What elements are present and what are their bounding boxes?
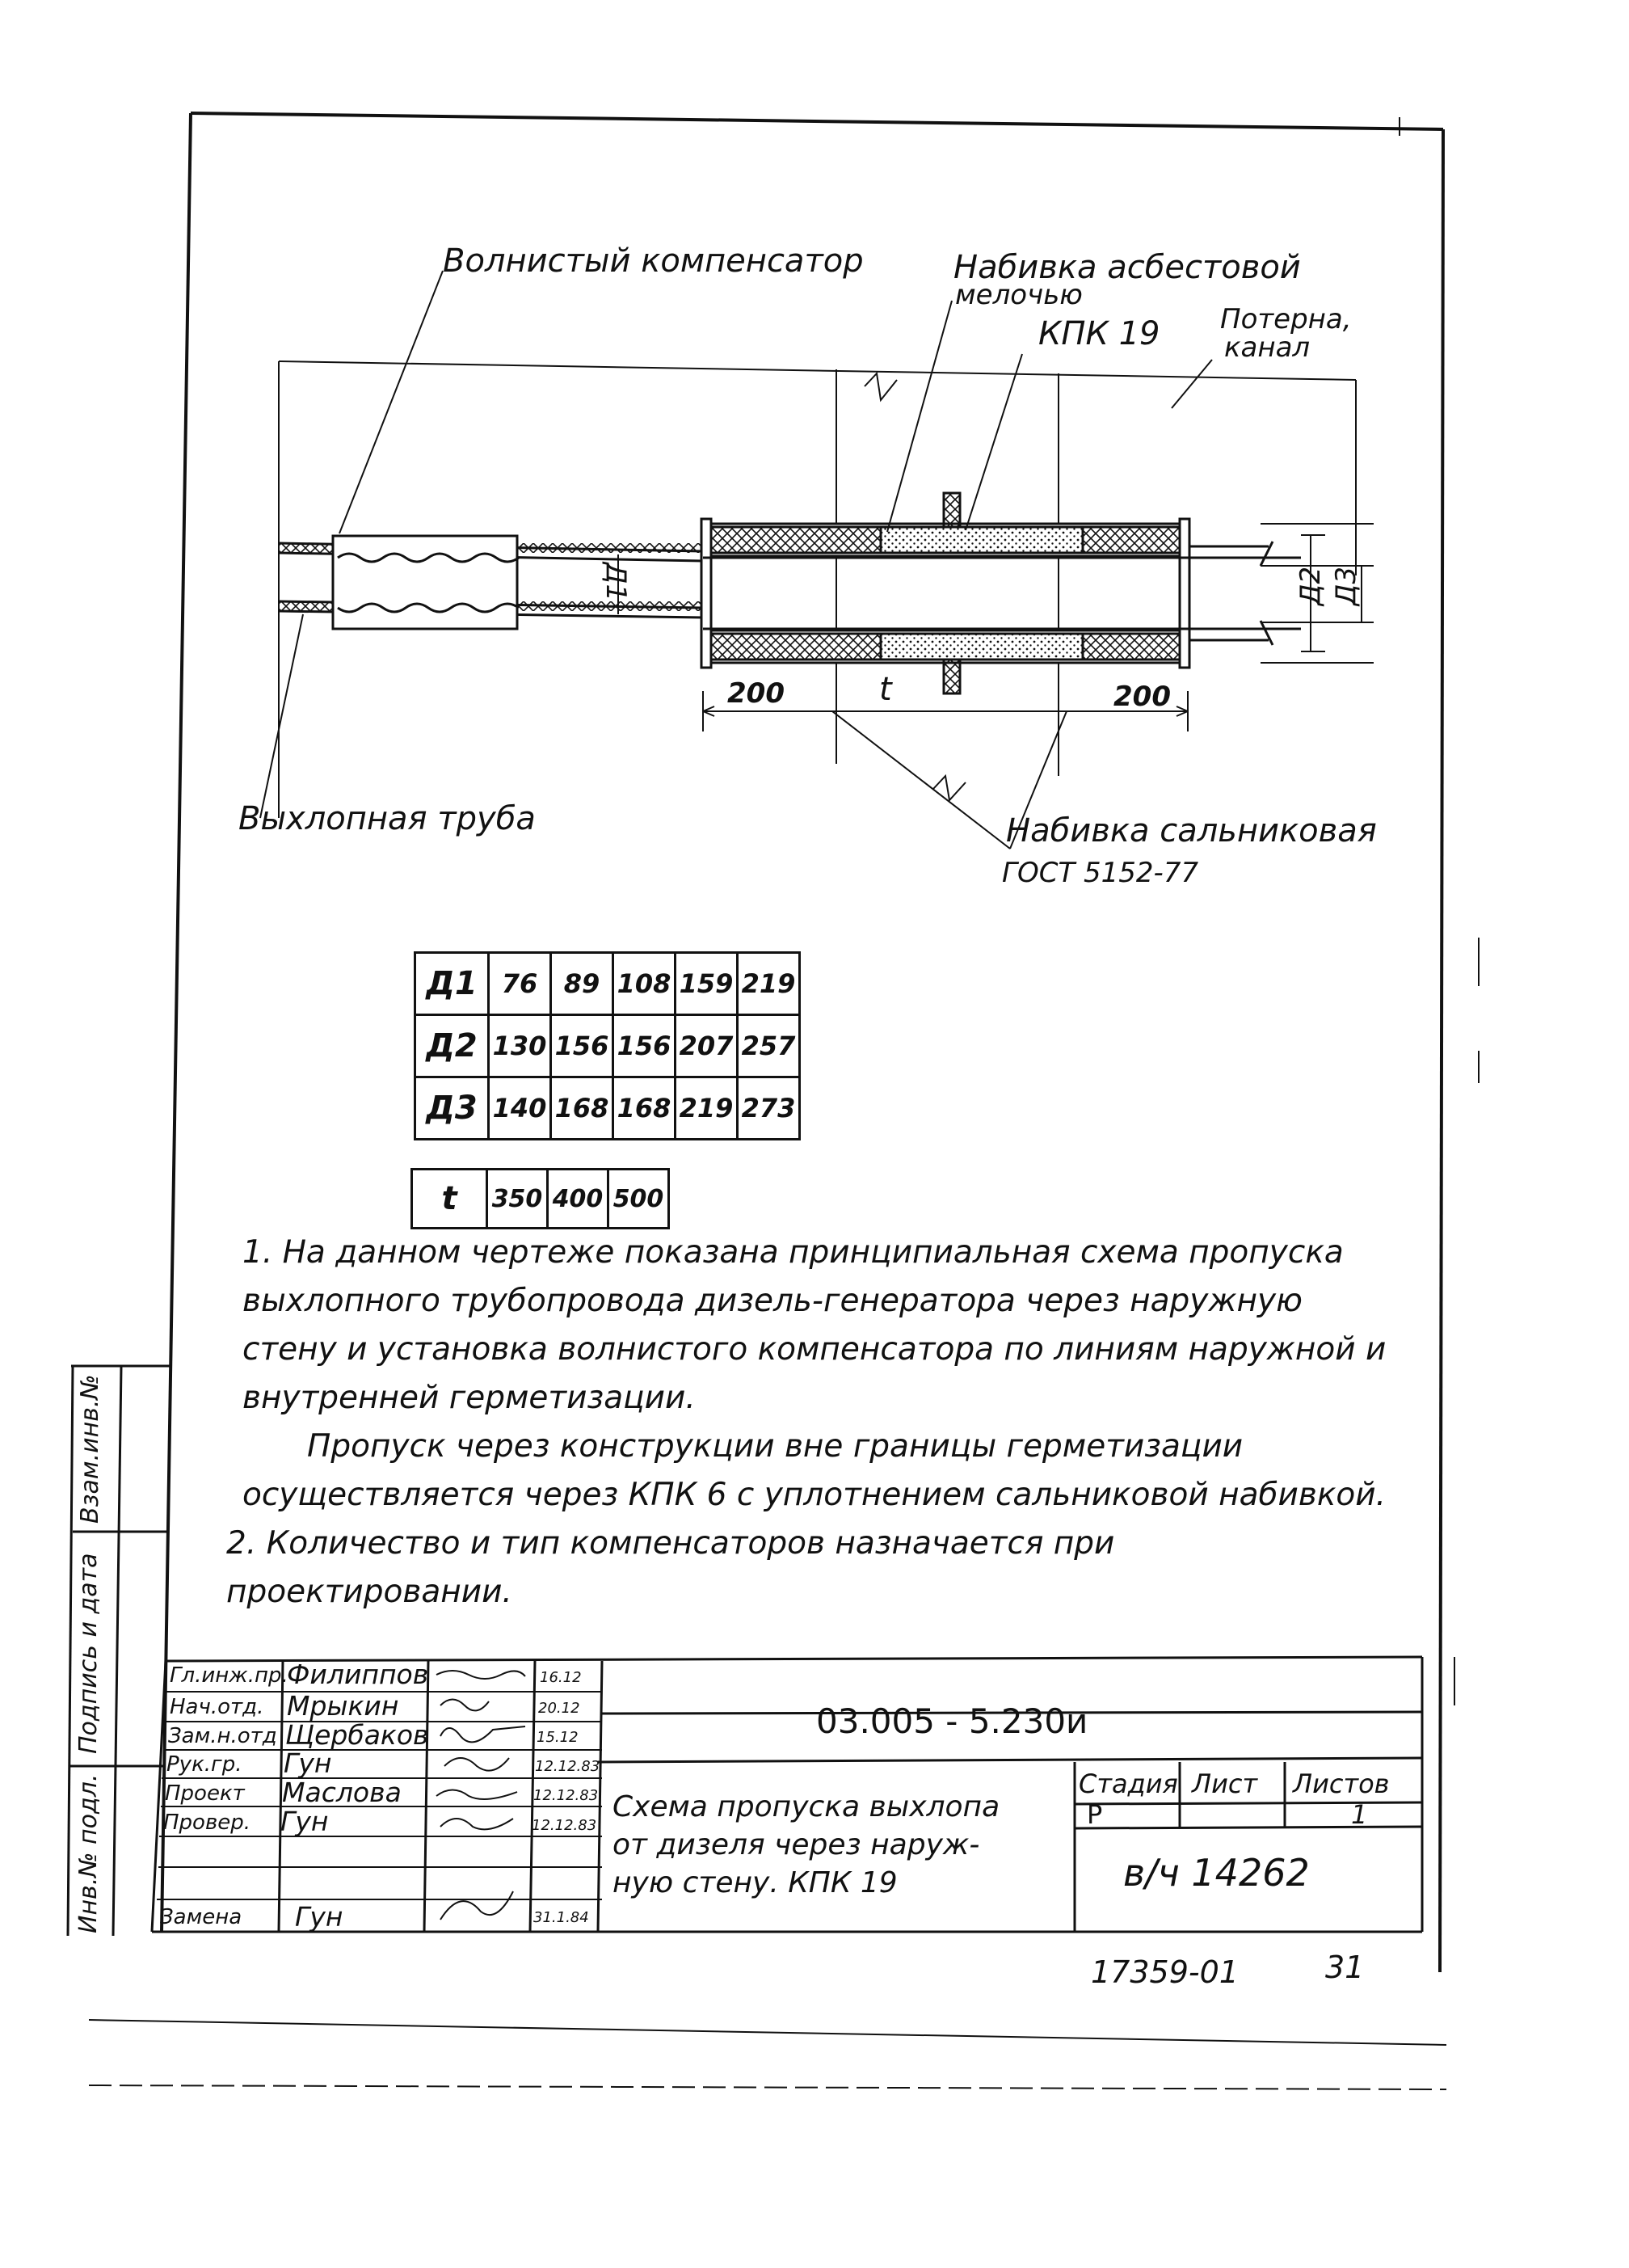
label-asbestos-packing-2: мелочью [955, 279, 1083, 311]
table-cell: 130 [489, 1015, 551, 1077]
sig-name: Гун [280, 1806, 329, 1837]
label-tunnel-2: канал [1224, 331, 1311, 364]
sig-date: 15.12 [537, 1729, 579, 1746]
label-dim-t: t [879, 671, 892, 708]
table-cell: 219 [676, 1077, 738, 1140]
sig-date: 31.1.84 [533, 1909, 589, 1926]
sig-date: 16.12 [540, 1669, 582, 1686]
table-cell: 140 [489, 1077, 551, 1140]
table-row [415, 953, 800, 1015]
table-cell: 168 [551, 1077, 613, 1140]
table-cell: 89 [551, 953, 613, 1015]
sig-name: Гун [284, 1747, 332, 1779]
note-1: 1. На данном чертеже показана принципиальная схема пропуска выхлопного трубопровода дизель-генератора через наружную стену и установка волнистого компенсатора по линиям наружной и внутренней герметизации. [242, 1234, 1387, 1416]
stage-value: Р [1087, 1799, 1103, 1830]
table-row [412, 1170, 669, 1229]
diameter-table [414, 951, 801, 1140]
sig-role: Проект [165, 1781, 245, 1806]
table-row [415, 1015, 800, 1077]
sheets-value: 1 [1351, 1799, 1368, 1830]
document-code: 03.005 - 5.230и [816, 1701, 1088, 1741]
sig-role: Рук.гр. [166, 1752, 242, 1777]
row-header: Д3 [415, 1077, 489, 1140]
stage-header: Стадия [1079, 1768, 1178, 1799]
table-cell: 108 [613, 953, 676, 1015]
sig-date: 20.12 [538, 1700, 580, 1717]
sig-name: Мрыкин [287, 1690, 399, 1722]
sig-name: Щербаков [285, 1719, 429, 1751]
page-number: 31 [1325, 1950, 1365, 1985]
row-header: t [412, 1170, 487, 1229]
label-d2: Д2 [1294, 566, 1328, 606]
side-stamp-replaces-inv: Взам.инв.№ [76, 1374, 104, 1524]
sig-role: Гл.инж.пр. [170, 1663, 288, 1688]
label-kpk19: КПК 19 [1038, 315, 1160, 352]
sheets-header: Листов [1293, 1768, 1390, 1799]
margin-marks [1454, 938, 1479, 1705]
table-cell: 257 [738, 1015, 800, 1077]
label-tunnel-1: Потерна, [1220, 303, 1352, 335]
organization: в/ч 14262 [1123, 1851, 1310, 1895]
sig-date: 12.12.83 [535, 1758, 600, 1775]
sig-name: Маслова [282, 1777, 402, 1808]
table-cell: 76 [489, 953, 551, 1015]
sig-role: Провер. [163, 1811, 251, 1835]
note-1-continued: Пропуск через конструкции вне границы герметизации осуществляется через КПК 6 с уплотнением сальниковой набивкой. [242, 1428, 1387, 1513]
label-corrugated-compensator: Волнистый компенсатор [443, 242, 864, 280]
table-cell: 159 [676, 953, 738, 1015]
sig-name: Филиппов [287, 1659, 429, 1690]
sig-role: Замена [160, 1905, 242, 1929]
label-gland-packing-2: ГОСТ 5152-77 [1002, 857, 1199, 889]
sig-role: Нач.отд. [170, 1695, 264, 1719]
table-cell: 156 [613, 1015, 676, 1077]
table-cell: 273 [738, 1077, 800, 1140]
label-dim-200-right: 200 [1113, 681, 1171, 713]
table-cell: 350 [487, 1170, 548, 1229]
table-row [415, 1077, 800, 1140]
note-2: 2. Количество и тип компенсаторов назначается при проектировании. [226, 1525, 1115, 1610]
sig-role: Зам.н.отд [168, 1724, 277, 1748]
t-table [410, 1168, 670, 1229]
sig-date: 12.12.83 [532, 1817, 597, 1834]
table-cell: 400 [548, 1170, 608, 1229]
table-cell: 219 [738, 953, 800, 1015]
label-d1: Д1 [600, 562, 633, 602]
sleeve-assembly [701, 493, 1189, 693]
sig-date: 12.12.83 [533, 1787, 599, 1804]
exhaust-pipe-right [703, 542, 1301, 645]
drawing-title-line-3: ную стену. КПК 19 [612, 1866, 898, 1899]
signature-scribbles [436, 1671, 525, 1920]
table-cell: 156 [551, 1015, 613, 1077]
table-cell: 500 [608, 1170, 669, 1229]
label-dim-200-left: 200 [727, 677, 785, 710]
table-cell: 168 [613, 1077, 676, 1140]
drawing-title-line-1: Схема пропуска выхлопа [612, 1790, 1000, 1823]
sheet-header: Лист [1192, 1768, 1258, 1799]
side-stamp-inv-original: Инв.№ подл. [74, 1773, 103, 1933]
drawing-title-line-2: от дизеля через наруж- [612, 1828, 980, 1861]
table-cell: 207 [676, 1015, 738, 1077]
corrugated-compensator [333, 536, 519, 629]
row-header: Д2 [415, 1015, 489, 1077]
label-gland-packing-1: Набивка сальниковая [1006, 812, 1377, 849]
side-stamp-signature-date: Подпись и дата [74, 1553, 103, 1754]
notes [226, 1229, 1390, 1617]
label-exhaust-pipe: Выхлопная труба [238, 800, 536, 837]
label-d3: Д3 [1330, 566, 1363, 606]
row-header: Д1 [415, 953, 489, 1015]
label-asbestos-packing-1: Набивка асбестовой [953, 249, 1301, 286]
sig-name: Гун [295, 1901, 343, 1933]
archive-number: 17359-01 [1091, 1954, 1239, 1990]
